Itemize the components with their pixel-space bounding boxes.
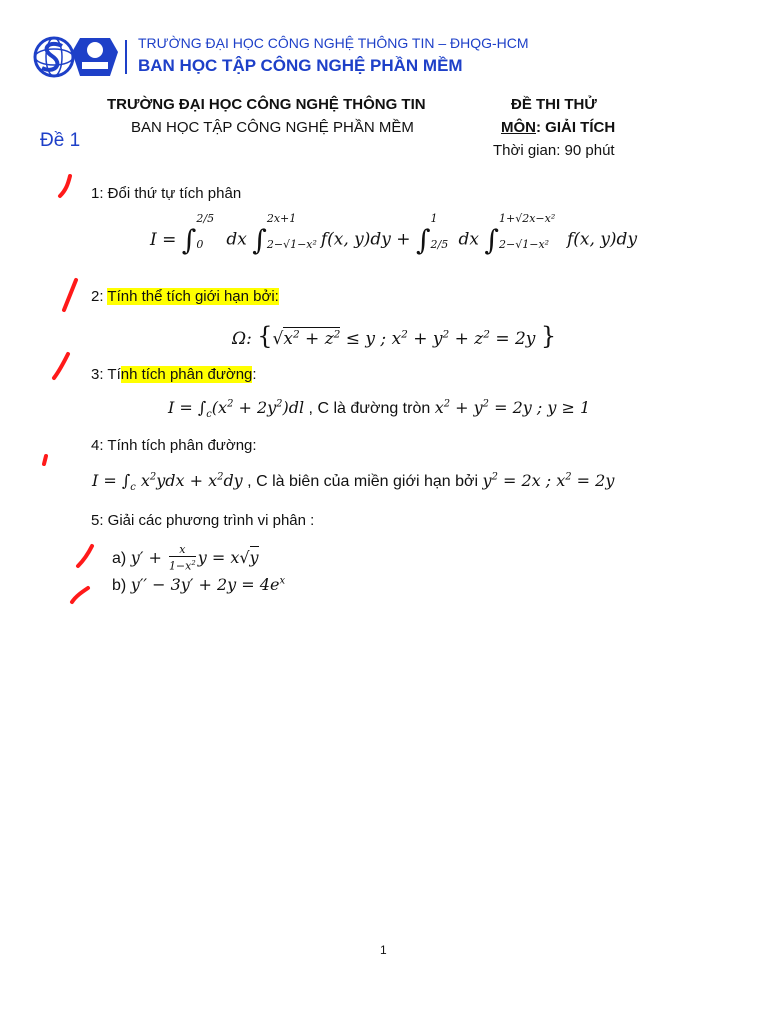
subject-line bbox=[501, 119, 615, 136]
q3-text: , C là đường tròn bbox=[308, 400, 431, 417]
q5-label: 5: Giải các phương trình vi phân : bbox=[91, 512, 315, 529]
pen-mark bbox=[72, 588, 88, 602]
pen-mark bbox=[64, 280, 76, 310]
q2-number: 2: bbox=[91, 288, 108, 305]
school-name: TRƯỜNG ĐẠI HỌC CÔNG NGHỆ THÔNG TIN bbox=[107, 96, 426, 113]
q2-highlight: Tính thể tích giới hạn bởi: bbox=[107, 288, 279, 305]
pen-mark bbox=[44, 456, 46, 464]
q4-label: 4: Tính tích phân đường: bbox=[91, 437, 257, 454]
pen-mark bbox=[60, 176, 70, 196]
subject-value: : GIẢI TÍCH bbox=[536, 119, 616, 136]
page-number: 1 bbox=[380, 943, 387, 957]
q5a-item: a) y′ + $\frac{x}{1-x^2}$ y = x√y bbox=[112, 543, 259, 573]
header-org: BAN HỌC TẬP CÔNG NGHỆ PHẦN MỀM bbox=[138, 56, 463, 75]
q1-formula: I = ∫ 2/5 0 dx ∫ 2x+1 2−√1−x² f(x, y)dy + ∫ 1 2/5 dx ∫ 1+√2x−x² 2−√1−x² f(x, y)dy bbox=[150, 212, 638, 257]
q5b-label: b) bbox=[112, 577, 127, 594]
pen-mark bbox=[78, 546, 92, 566]
q2-formula: Ω: {$√x^2 + z^2 \le y$ ; $x^2 + y^2 + z^2 = 2y$ } bbox=[232, 322, 557, 350]
handwritten-de1: Đề 1 bbox=[40, 130, 81, 151]
q5a-label: a) bbox=[112, 549, 127, 567]
org-name: BAN HỌC TẬP CÔNG NGHỆ PHẦN MỀM bbox=[131, 119, 414, 136]
q3-prefix: 3: Tí bbox=[91, 366, 121, 383]
q5b-item: b) $y'' - 3y' + 2y = 4e^x$ bbox=[112, 575, 286, 594]
q2-label bbox=[91, 288, 279, 305]
subject-label: MÔN bbox=[501, 119, 536, 136]
exam-title: ĐỀ THI THỬ bbox=[511, 96, 597, 113]
q1-label: 1: Đổi thứ tự tích phân bbox=[91, 185, 242, 202]
q4-formula: $I = \int_c$ $x^2ydx + x^2dy$ , C là biên của miền giới hạn bởi $y^2 = 2x$ ; $x^2 = 2y$ bbox=[92, 471, 615, 494]
q3-label bbox=[91, 366, 257, 383]
exam-duration: Thời gian: 90 phút bbox=[493, 142, 615, 159]
pen-mark bbox=[54, 354, 68, 378]
q3-highlight: nh tích phân đường bbox=[120, 366, 253, 383]
q4-text: , C là biên của miền giới hạn bởi bbox=[247, 473, 479, 490]
header-university: TRƯỜNG ĐẠI HỌC CÔNG NGHỆ THÔNG TIN – ĐHQG-HCM bbox=[138, 35, 529, 51]
q3-suffix: : bbox=[252, 366, 257, 383]
q3-formula: $I = \int_c(x^2 + 2y^2)dl$ , C là đường tròn $x^2 + y^2 = 2y$ ; y ≥ 1 bbox=[168, 398, 591, 421]
header-divider bbox=[125, 40, 127, 74]
